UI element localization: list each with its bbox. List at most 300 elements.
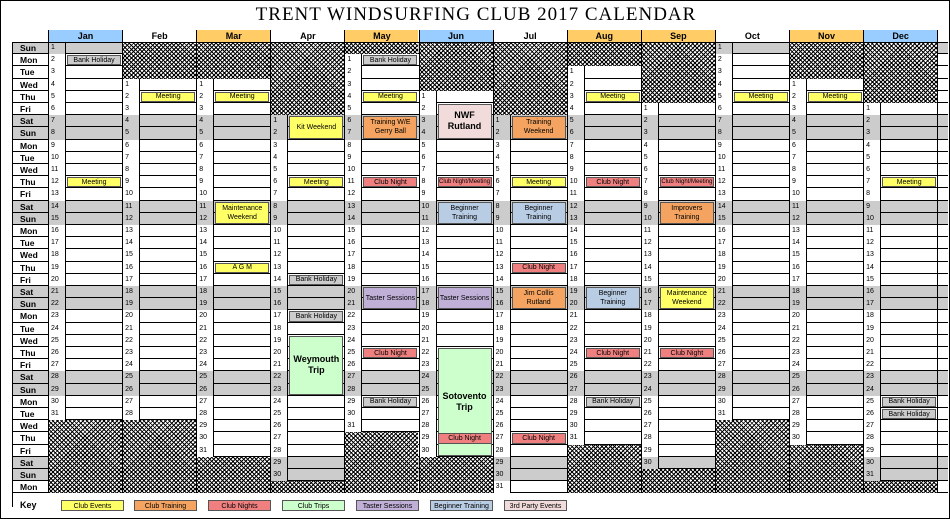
day-number: 18 bbox=[48, 249, 66, 261]
day-number: 28 bbox=[122, 408, 140, 420]
day-number: 19 bbox=[715, 262, 733, 274]
event-label: Beginner Training bbox=[524, 204, 553, 221]
calendar-title: TRENT WINDSURFING CLUB 2017 CALENDAR bbox=[255, 4, 697, 25]
day-number: 29 bbox=[419, 432, 437, 444]
day-number: 1 bbox=[863, 103, 881, 115]
day-number: 15 bbox=[567, 237, 585, 249]
day-number: 25 bbox=[344, 347, 362, 359]
empty-hatch bbox=[344, 432, 418, 493]
day-number: 16 bbox=[863, 286, 881, 298]
day-number: 3 bbox=[789, 103, 807, 115]
day-number: 14 bbox=[122, 237, 140, 249]
day-number: 24 bbox=[789, 359, 807, 371]
empty-hatch bbox=[122, 42, 196, 79]
day-number: 2 bbox=[863, 115, 881, 127]
weekday-label: Thu bbox=[20, 262, 36, 273]
day-number: 19 bbox=[567, 286, 585, 298]
day-number: 5 bbox=[715, 91, 733, 103]
day-number: 1 bbox=[122, 79, 140, 91]
day-number: 19 bbox=[196, 298, 214, 310]
key-item-club-training: Club Training bbox=[134, 500, 197, 511]
event-beginner bbox=[512, 202, 566, 224]
day-number: 13 bbox=[715, 188, 733, 200]
event-weekend bbox=[882, 409, 936, 419]
day-number: 16 bbox=[122, 262, 140, 274]
weekday-label: Wed bbox=[20, 79, 38, 90]
event-label: Club Night/Meeting bbox=[661, 178, 713, 185]
day-number: 4 bbox=[270, 152, 288, 164]
day-number: 7 bbox=[48, 115, 66, 127]
weekday-label: Sat bbox=[20, 116, 34, 127]
event-label: Maintenance Weekend bbox=[666, 290, 707, 307]
day-number: 11 bbox=[344, 176, 362, 188]
day-number: 10 bbox=[419, 201, 437, 213]
day-number: 26 bbox=[419, 396, 437, 408]
day-number: 24 bbox=[641, 384, 659, 396]
weekday-label: Tue bbox=[20, 67, 35, 78]
event-label: Club Night bbox=[374, 349, 407, 357]
day-number: 27 bbox=[344, 371, 362, 383]
event-club-nights bbox=[363, 177, 417, 187]
event-label: Taster Sessions bbox=[439, 294, 490, 302]
day-number: 3 bbox=[863, 127, 881, 139]
event-label: NWF Rutland bbox=[447, 110, 482, 132]
day-number: 30 bbox=[419, 445, 437, 457]
day-number: 27 bbox=[419, 408, 437, 420]
day-number: 12 bbox=[270, 249, 288, 261]
day-number: 20 bbox=[641, 335, 659, 347]
day-number: 27 bbox=[641, 420, 659, 432]
day-number: 7 bbox=[344, 127, 362, 139]
day-number: 7 bbox=[122, 152, 140, 164]
empty-hatch bbox=[641, 469, 715, 493]
day-number: 28 bbox=[863, 432, 881, 444]
day-number: 24 bbox=[715, 323, 733, 335]
day-number: 15 bbox=[48, 213, 66, 225]
day-number: 11 bbox=[48, 164, 66, 176]
weekday-label: Fri bbox=[20, 445, 31, 456]
day-number: 29 bbox=[863, 445, 881, 457]
day-number: 10 bbox=[48, 152, 66, 164]
event-label: Meeting bbox=[377, 93, 403, 101]
day-number: 27 bbox=[863, 420, 881, 432]
weekday-label: Mon bbox=[20, 226, 38, 236]
column-divider bbox=[270, 30, 271, 493]
day-number: 25 bbox=[196, 371, 214, 383]
event-club-training bbox=[512, 287, 566, 309]
day-number: 9 bbox=[270, 213, 288, 225]
row-background bbox=[12, 310, 948, 322]
day-number: 10 bbox=[270, 225, 288, 237]
event-club-events bbox=[289, 177, 343, 187]
day-number: 5 bbox=[419, 140, 437, 152]
event-label: Club Night bbox=[374, 178, 407, 186]
event-label: Bank Holiday bbox=[888, 398, 930, 406]
day-number: 8 bbox=[863, 188, 881, 200]
day-number: 3 bbox=[567, 91, 585, 103]
event-club-events bbox=[512, 177, 566, 187]
day-number: 16 bbox=[270, 298, 288, 310]
day-number: 30 bbox=[344, 408, 362, 420]
day-number: 3 bbox=[344, 79, 362, 91]
day-number: 13 bbox=[789, 225, 807, 237]
event-weekend bbox=[363, 55, 417, 65]
row-background bbox=[12, 249, 948, 261]
event-club-events bbox=[586, 92, 640, 102]
column-divider bbox=[122, 30, 123, 493]
empty-hatch bbox=[196, 42, 270, 79]
event-taster bbox=[363, 287, 417, 309]
day-number: 29 bbox=[789, 420, 807, 432]
day-number: 31 bbox=[567, 432, 585, 444]
day-number: 1 bbox=[344, 54, 362, 66]
day-number: 2 bbox=[48, 54, 66, 66]
day-number: 12 bbox=[122, 213, 140, 225]
day-number: 30 bbox=[567, 420, 585, 432]
day-number: 22 bbox=[863, 359, 881, 371]
day-number: 9 bbox=[196, 176, 214, 188]
weekday-label: Tue bbox=[20, 409, 35, 419]
event-label: Meeting bbox=[155, 93, 181, 101]
day-number: 14 bbox=[493, 274, 511, 286]
day-number: 27 bbox=[48, 359, 66, 371]
day-number: 14 bbox=[641, 262, 659, 274]
day-number: 21 bbox=[270, 359, 288, 371]
day-number: 7 bbox=[270, 188, 288, 200]
day-number: 24 bbox=[493, 396, 511, 408]
day-number: 19 bbox=[493, 335, 511, 347]
event-label: Meeting bbox=[822, 93, 848, 101]
day-number: 21 bbox=[789, 323, 807, 335]
row-background bbox=[12, 323, 948, 335]
day-number: 29 bbox=[48, 384, 66, 396]
event-label: Training Weekend bbox=[523, 119, 554, 136]
day-number: 4 bbox=[48, 79, 66, 91]
day-number: 2 bbox=[493, 127, 511, 139]
empty-hatch bbox=[715, 420, 789, 493]
day-number: 29 bbox=[344, 396, 362, 408]
day-number: 1 bbox=[641, 103, 659, 115]
day-number: 18 bbox=[344, 262, 362, 274]
day-number: 8 bbox=[567, 152, 585, 164]
event-weekend bbox=[67, 55, 121, 65]
day-number: 15 bbox=[122, 249, 140, 261]
day-number: 8 bbox=[270, 201, 288, 213]
day-number: 24 bbox=[270, 396, 288, 408]
event-club-nights bbox=[660, 177, 714, 187]
day-number: 19 bbox=[344, 274, 362, 286]
month-header: Mar bbox=[196, 30, 270, 42]
day-number: 17 bbox=[48, 237, 66, 249]
day-number: 13 bbox=[567, 213, 585, 225]
day-number: 7 bbox=[196, 152, 214, 164]
day-number: 16 bbox=[196, 262, 214, 274]
column-divider bbox=[715, 30, 716, 493]
day-number: 7 bbox=[419, 164, 437, 176]
day-number: 6 bbox=[344, 115, 362, 127]
day-number: 7 bbox=[641, 176, 659, 188]
day-number: 11 bbox=[270, 237, 288, 249]
day-number: 25 bbox=[270, 408, 288, 420]
day-number: 13 bbox=[270, 262, 288, 274]
key-item-beginner: Beginner Training bbox=[430, 500, 493, 511]
day-number: 20 bbox=[48, 274, 66, 286]
empty-hatch bbox=[863, 42, 937, 103]
event-label: Training W/E Gerry Ball bbox=[370, 119, 411, 136]
day-number: 9 bbox=[715, 140, 733, 152]
event-club-nights bbox=[586, 348, 640, 358]
day-number: 11 bbox=[715, 164, 733, 176]
day-number: 13 bbox=[863, 249, 881, 261]
day-number: 28 bbox=[48, 371, 66, 383]
day-number: 25 bbox=[122, 371, 140, 383]
day-number: 25 bbox=[48, 335, 66, 347]
day-number: 31 bbox=[344, 420, 362, 432]
event-label: Weymouth Trip bbox=[293, 354, 340, 376]
day-number: 14 bbox=[715, 201, 733, 213]
day-number: 5 bbox=[567, 115, 585, 127]
day-number: 27 bbox=[493, 432, 511, 444]
empty-hatch bbox=[122, 420, 196, 493]
day-number: 3 bbox=[270, 140, 288, 152]
empty-hatch bbox=[419, 42, 493, 91]
event-label: Improvers Training bbox=[671, 204, 703, 221]
weekday-label: Wed bbox=[20, 250, 38, 261]
weekday-label: Mon bbox=[20, 396, 38, 407]
day-number: 3 bbox=[641, 127, 659, 139]
day-number: 12 bbox=[567, 201, 585, 213]
day-number: 30 bbox=[789, 432, 807, 444]
day-number: 12 bbox=[715, 176, 733, 188]
day-number: 4 bbox=[567, 103, 585, 115]
day-number: 4 bbox=[419, 127, 437, 139]
day-number: 22 bbox=[493, 371, 511, 383]
day-number: 28 bbox=[789, 408, 807, 420]
day-number: 2 bbox=[344, 66, 362, 78]
row-background bbox=[12, 140, 948, 152]
event-third-party bbox=[438, 104, 492, 139]
day-number: 19 bbox=[122, 298, 140, 310]
day-number: 25 bbox=[863, 396, 881, 408]
weekday-label: Fri bbox=[20, 360, 31, 371]
event-label: Club Night bbox=[596, 349, 630, 357]
day-number: 12 bbox=[863, 237, 881, 249]
event-label: Bank Holiday bbox=[295, 312, 337, 320]
day-number: 31 bbox=[493, 481, 511, 493]
event-label: Beginner Training bbox=[450, 204, 479, 221]
day-number: 15 bbox=[270, 286, 288, 298]
event-label: Club Night bbox=[522, 264, 555, 272]
event-label: Bank Holiday bbox=[369, 398, 412, 406]
day-number: 29 bbox=[641, 445, 659, 457]
day-number: 25 bbox=[641, 396, 659, 408]
event-label: Bank Holiday bbox=[369, 56, 412, 64]
day-number: 26 bbox=[641, 408, 659, 420]
day-number: 1 bbox=[419, 91, 437, 103]
day-number: 3 bbox=[715, 66, 733, 78]
event-club-events bbox=[141, 92, 195, 102]
day-number: 14 bbox=[344, 213, 362, 225]
left-border bbox=[12, 42, 13, 507]
day-number: 10 bbox=[715, 152, 733, 164]
day-number: 28 bbox=[493, 445, 511, 457]
day-number: 5 bbox=[789, 127, 807, 139]
event-club-training bbox=[660, 202, 714, 224]
row-background bbox=[12, 225, 948, 237]
event-label: Meeting bbox=[526, 178, 552, 186]
day-number: 28 bbox=[641, 432, 659, 444]
event-club-nights bbox=[363, 348, 417, 358]
day-number: 18 bbox=[715, 249, 733, 261]
day-number: 15 bbox=[863, 274, 881, 286]
day-number: 30 bbox=[715, 396, 733, 408]
day-number: 22 bbox=[48, 298, 66, 310]
day-number: 23 bbox=[493, 384, 511, 396]
month-header: Sep bbox=[641, 30, 715, 42]
day-number: 5 bbox=[344, 103, 362, 115]
empty-hatch bbox=[196, 457, 270, 494]
event-label: Club Night bbox=[596, 178, 630, 186]
empty-hatch bbox=[863, 481, 937, 493]
day-number: 27 bbox=[715, 359, 733, 371]
day-number: 7 bbox=[567, 140, 585, 152]
event-label: A G M bbox=[232, 264, 252, 272]
day-number: 8 bbox=[789, 164, 807, 176]
day-number: 1 bbox=[715, 42, 733, 54]
event-club-events bbox=[215, 92, 269, 102]
day-number: 13 bbox=[48, 188, 66, 200]
day-number: 23 bbox=[789, 347, 807, 359]
day-number: 12 bbox=[48, 176, 66, 188]
day-number: 8 bbox=[196, 164, 214, 176]
month-header: Jun bbox=[419, 30, 493, 42]
day-number: 12 bbox=[344, 188, 362, 200]
event-club-trips bbox=[289, 336, 343, 395]
day-number: 14 bbox=[270, 274, 288, 286]
day-number: 25 bbox=[715, 335, 733, 347]
day-number: 14 bbox=[789, 237, 807, 249]
row-background bbox=[12, 152, 948, 164]
day-number: 12 bbox=[789, 213, 807, 225]
day-number: 1 bbox=[196, 79, 214, 91]
day-number: 7 bbox=[715, 115, 733, 127]
column-divider bbox=[48, 30, 49, 493]
day-number: 8 bbox=[419, 176, 437, 188]
day-number: 29 bbox=[493, 457, 511, 469]
row-background bbox=[12, 237, 948, 249]
day-number: 12 bbox=[196, 213, 214, 225]
day-number: 28 bbox=[419, 420, 437, 432]
day-number: 21 bbox=[344, 298, 362, 310]
event-club-events bbox=[67, 177, 121, 187]
weekday-label: Fri bbox=[20, 274, 31, 285]
empty-hatch bbox=[270, 42, 344, 115]
day-number: 15 bbox=[715, 213, 733, 225]
day-number: 10 bbox=[641, 213, 659, 225]
day-number: 24 bbox=[122, 359, 140, 371]
day-number: 19 bbox=[270, 335, 288, 347]
event-club-events bbox=[215, 263, 269, 273]
day-number: 10 bbox=[863, 213, 881, 225]
day-number: 1 bbox=[270, 115, 288, 127]
day-number: 18 bbox=[789, 286, 807, 298]
weekday-label: Wed bbox=[20, 421, 38, 432]
weekday-label: Fri bbox=[20, 189, 31, 200]
month-header: Aug bbox=[567, 30, 641, 42]
day-number: 30 bbox=[196, 432, 214, 444]
day-number: 23 bbox=[122, 347, 140, 359]
weekday-label: Sun bbox=[20, 128, 37, 139]
day-number: 1 bbox=[493, 115, 511, 127]
month-header: Feb bbox=[122, 30, 196, 42]
event-label: Club Night/Meeting bbox=[439, 178, 491, 185]
day-number: 7 bbox=[863, 176, 881, 188]
day-number: 16 bbox=[715, 225, 733, 237]
weekday-label: Wed bbox=[20, 165, 38, 175]
weekday-label: Tue bbox=[20, 152, 35, 163]
day-number: 30 bbox=[863, 457, 881, 469]
weekday-label: Sun bbox=[20, 213, 37, 224]
empty-hatch bbox=[641, 42, 715, 103]
day-number: 2 bbox=[715, 54, 733, 66]
day-number: 11 bbox=[493, 237, 511, 249]
day-number: 18 bbox=[641, 310, 659, 322]
day-number: 20 bbox=[419, 323, 437, 335]
day-number: 26 bbox=[48, 347, 66, 359]
column-divider bbox=[196, 30, 197, 493]
day-number: 5 bbox=[270, 164, 288, 176]
day-number: 21 bbox=[419, 335, 437, 347]
day-number: 8 bbox=[122, 164, 140, 176]
key-label: Key bbox=[20, 500, 37, 510]
day-number: 11 bbox=[789, 201, 807, 213]
day-number: 22 bbox=[122, 335, 140, 347]
day-number: 9 bbox=[641, 201, 659, 213]
day-number: 30 bbox=[641, 457, 659, 469]
event-label: Meeting bbox=[896, 178, 922, 186]
event-label: Meeting bbox=[303, 178, 329, 186]
day-number: 18 bbox=[567, 274, 585, 286]
column-divider bbox=[419, 30, 420, 493]
day-number: 3 bbox=[419, 115, 437, 127]
event-label: Meeting bbox=[81, 178, 107, 186]
day-number: 11 bbox=[122, 201, 140, 213]
day-number: 17 bbox=[419, 286, 437, 298]
row-background bbox=[12, 262, 948, 274]
day-number: 8 bbox=[48, 127, 66, 139]
day-number: 6 bbox=[419, 152, 437, 164]
day-number: 14 bbox=[48, 201, 66, 213]
day-number: 6 bbox=[196, 140, 214, 152]
day-number: 20 bbox=[715, 274, 733, 286]
day-number: 18 bbox=[196, 286, 214, 298]
day-number: 22 bbox=[641, 359, 659, 371]
event-label: Maintenance Weekend bbox=[222, 204, 263, 221]
event-label: Taster Sessions bbox=[365, 294, 416, 302]
month-header: Oct bbox=[715, 30, 789, 42]
day-number: 12 bbox=[419, 225, 437, 237]
day-number: 17 bbox=[344, 249, 362, 261]
day-number: 13 bbox=[196, 225, 214, 237]
day-number: 26 bbox=[122, 384, 140, 396]
event-label: Meeting bbox=[748, 93, 774, 101]
day-number: 7 bbox=[789, 152, 807, 164]
day-number: 3 bbox=[196, 103, 214, 115]
day-number: 22 bbox=[789, 335, 807, 347]
column-divider bbox=[493, 30, 494, 493]
event-label: Club Night bbox=[670, 349, 704, 357]
day-number: 20 bbox=[567, 298, 585, 310]
